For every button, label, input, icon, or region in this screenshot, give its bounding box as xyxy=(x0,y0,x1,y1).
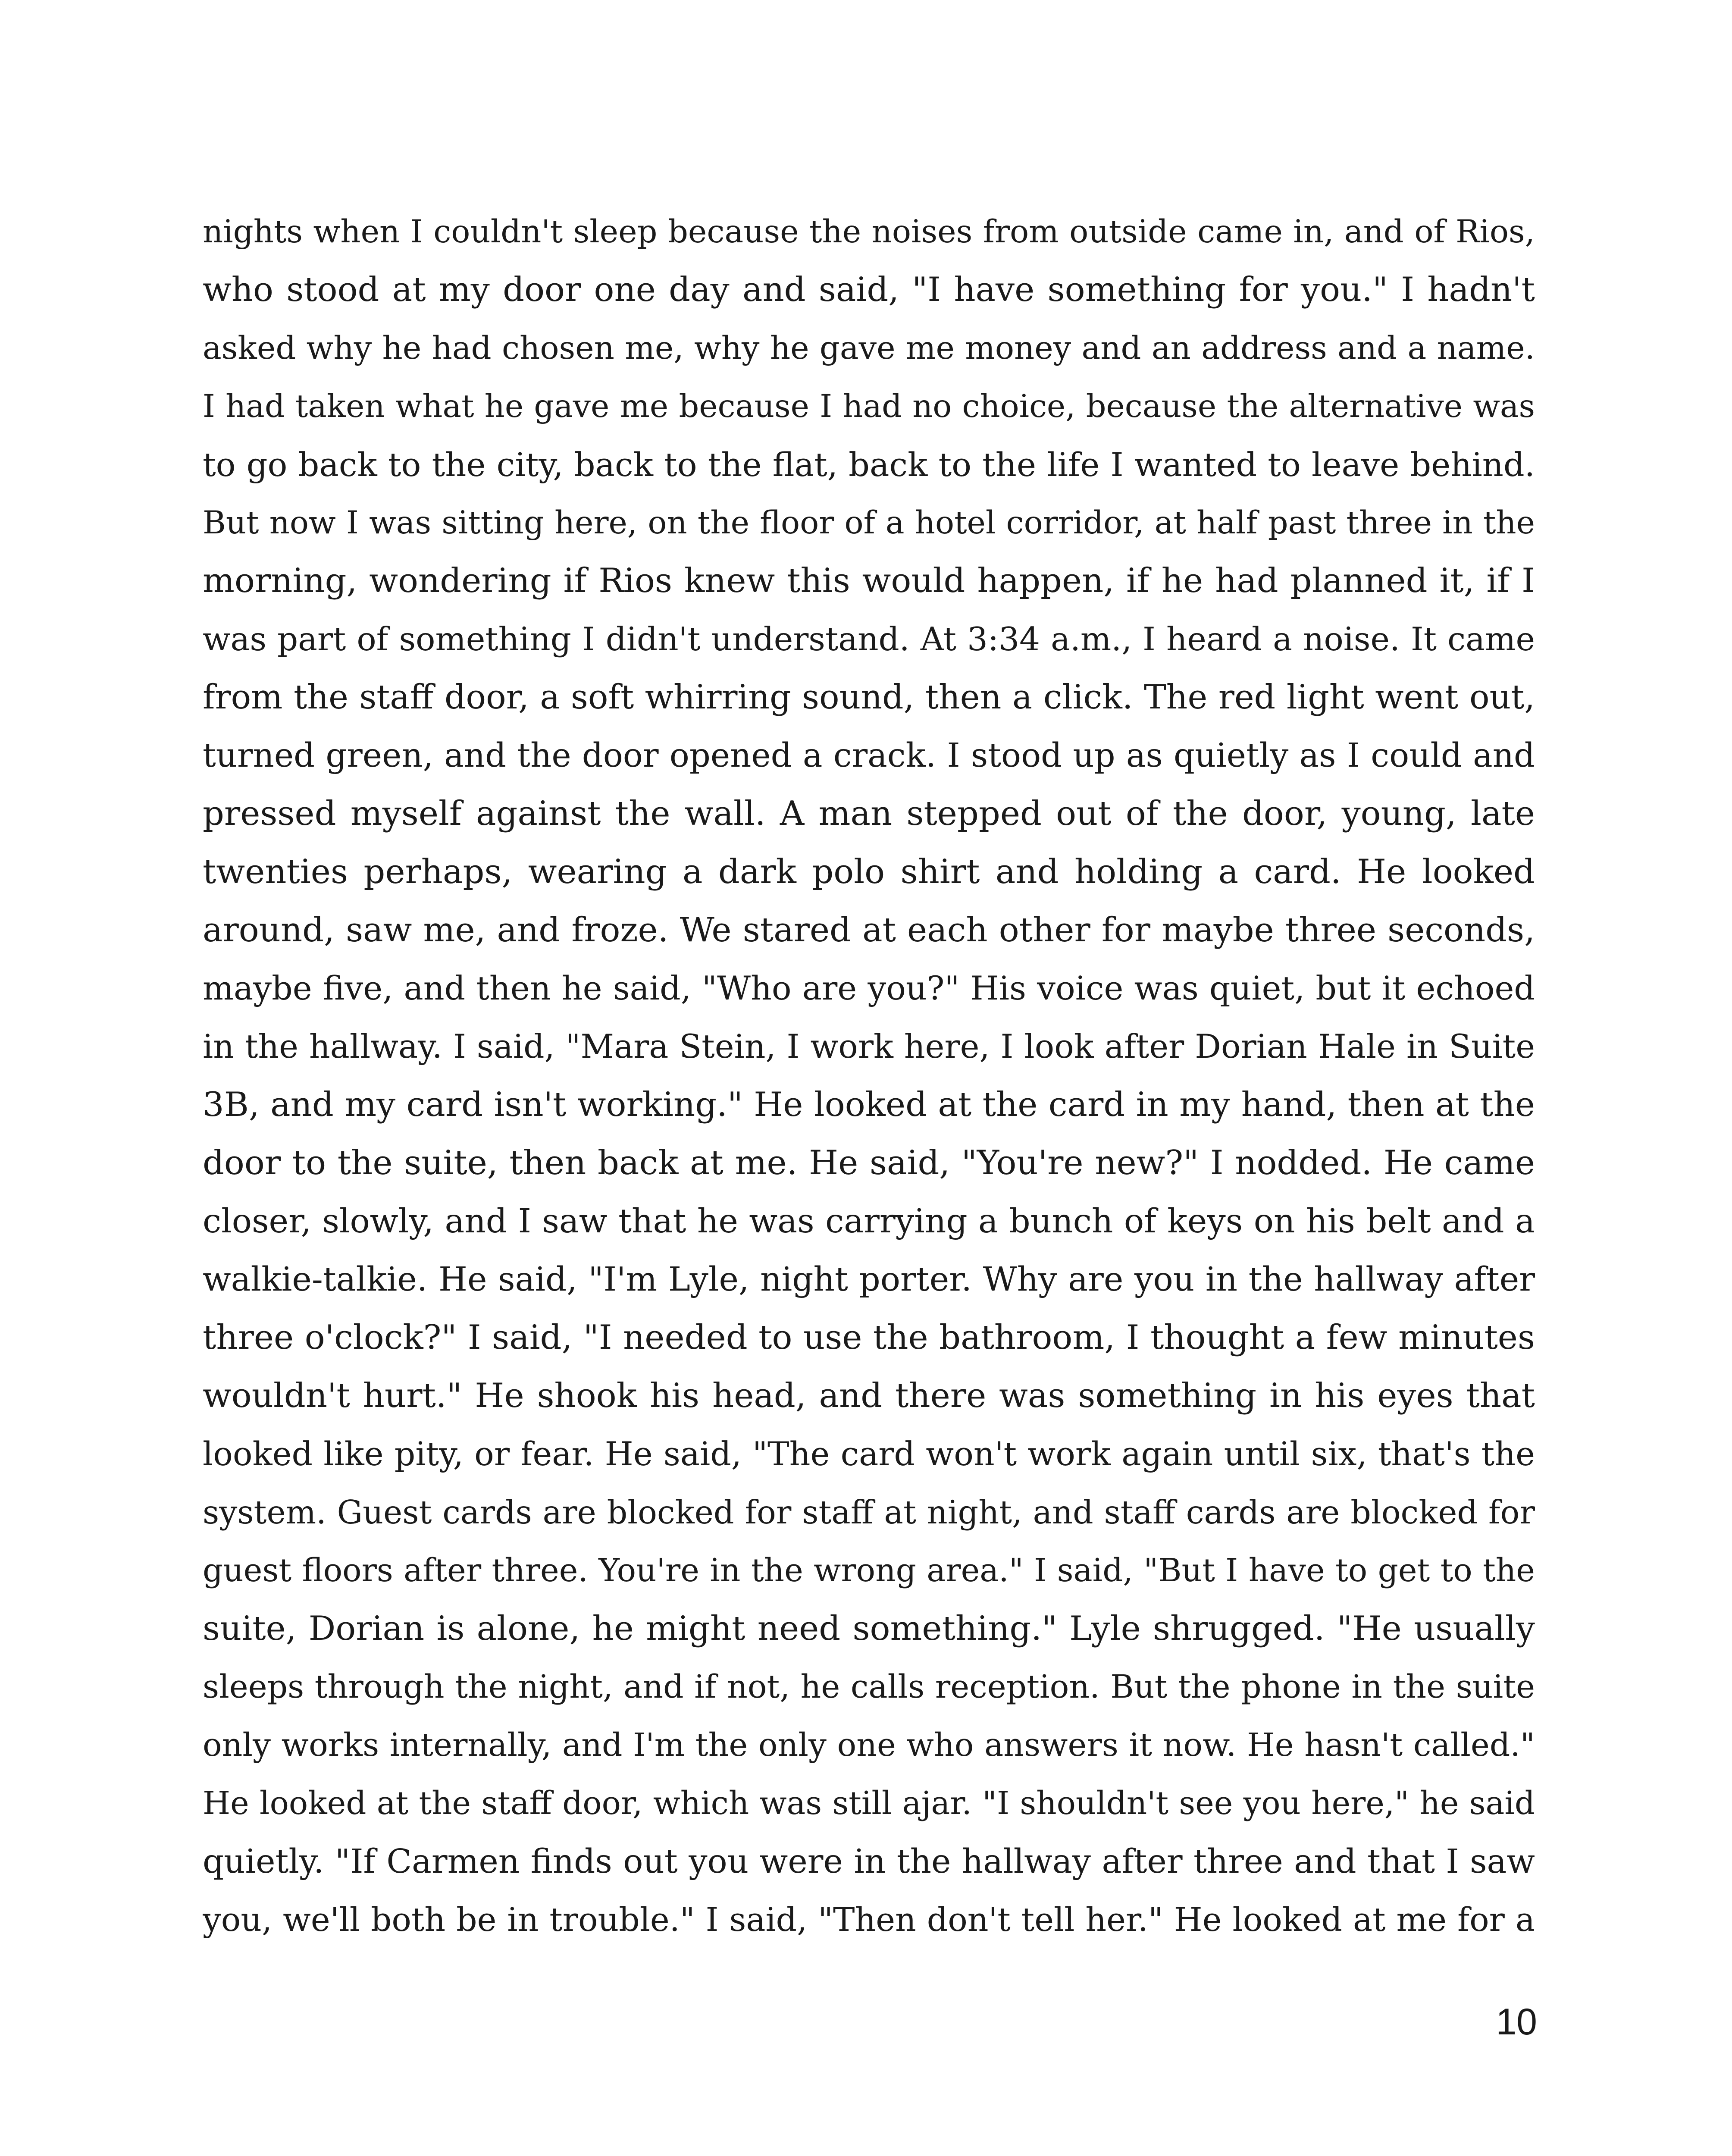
text-line: quietly. "If Carmen finds out you were in the hallway after three and that I saw xyxy=(203,1843,1535,1881)
text-line: you, we'll both be in trouble." I said, "Then don't tell her." He looked at me for a xyxy=(203,1901,1535,1939)
text-line: asked why he had chosen me, why he gave me money and an address and a name. xyxy=(203,330,1535,367)
text-line: pressed myself against the wall. A man stepped out of the door, young, late xyxy=(203,794,1535,833)
text-line: three o'clock?" I said, "I needed to use the bathroom, I thought a few minutes xyxy=(203,1318,1535,1357)
text-line: I had taken what he gave me because I had no choice, because the alternative was xyxy=(203,388,1535,425)
text-line: He looked at the staff door, which was still ajar. "I shouldn't see you here," he said xyxy=(203,1785,1535,1822)
text-line: in the hallway. I said, "Mara Stein, I work here, I look after Dorian Hale in Suite xyxy=(203,1028,1535,1065)
text-line: only works internally, and I'm the only one who answers it now. He hasn't called." xyxy=(203,1727,1535,1764)
text-line: door to the suite, then back at me. He said, "You're new?" I nodded. He came xyxy=(203,1144,1535,1182)
text-line: But now I was sitting here, on the floor of a hotel corridor, at half past three in the xyxy=(203,505,1535,541)
text-line: closer, slowly, and I saw that he was carrying a bunch of keys on his belt and a xyxy=(203,1202,1535,1241)
text-line: wouldn't hurt." He shook his head, and there was something in his eyes that xyxy=(203,1376,1535,1415)
text-line: turned green, and the door opened a crack. I stood up as quietly as I could and xyxy=(203,736,1535,775)
text-line: to go back to the city, back to the flat, back to the life I wanted to leave behind. xyxy=(203,445,1535,484)
text-line: nights when I couldn't sleep because the noises from outside came in, and of Rios, xyxy=(203,213,1535,250)
text-line: from the staff door, a soft whirring sound, then a click. The red light went out, xyxy=(203,678,1535,717)
text-line: 3B, and my card isn't working." He looked at the card in my hand, then at the xyxy=(203,1085,1535,1124)
text-line: suite, Dorian is alone, he might need something." Lyle shrugged. "He usually xyxy=(203,1609,1535,1648)
text-line: was part of something I didn't understand. At 3:34 a.m., I heard a noise. It came xyxy=(203,620,1535,658)
text-line: maybe five, and then he said, "Who are you?" His voice was quiet, but it echoed xyxy=(203,969,1535,1007)
text-line: around, saw me, and froze. We stared at each other for maybe three seconds, xyxy=(203,911,1535,950)
text-line: twenties perhaps, wearing a dark polo shirt and holding a card. He looked xyxy=(203,852,1535,891)
text-line: walkie-talkie. He said, "I'm Lyle, night porter. Why are you in the hallway after xyxy=(203,1260,1535,1299)
text-line: who stood at my door one day and said, "I have something for you." I hadn't xyxy=(203,270,1535,309)
body-text xyxy=(203,203,1535,1949)
page-number: 10 xyxy=(1496,2001,1537,2043)
text-line: system. Guest cards are blocked for staff at night, and staff cards are blocked for xyxy=(203,1494,1535,1531)
text-line: morning, wondering if Rios knew this would happen, if he had planned it, if I xyxy=(203,561,1535,600)
text-line: looked like pity, or fear. He said, "The card won't work again until six, that's the xyxy=(203,1435,1535,1473)
text-line: sleeps through the night, and if not, he calls reception. But the phone in the suite xyxy=(203,1668,1535,1705)
text-line: guest floors after three. You're in the wrong area." I said, "But I have to get to the xyxy=(203,1552,1535,1589)
